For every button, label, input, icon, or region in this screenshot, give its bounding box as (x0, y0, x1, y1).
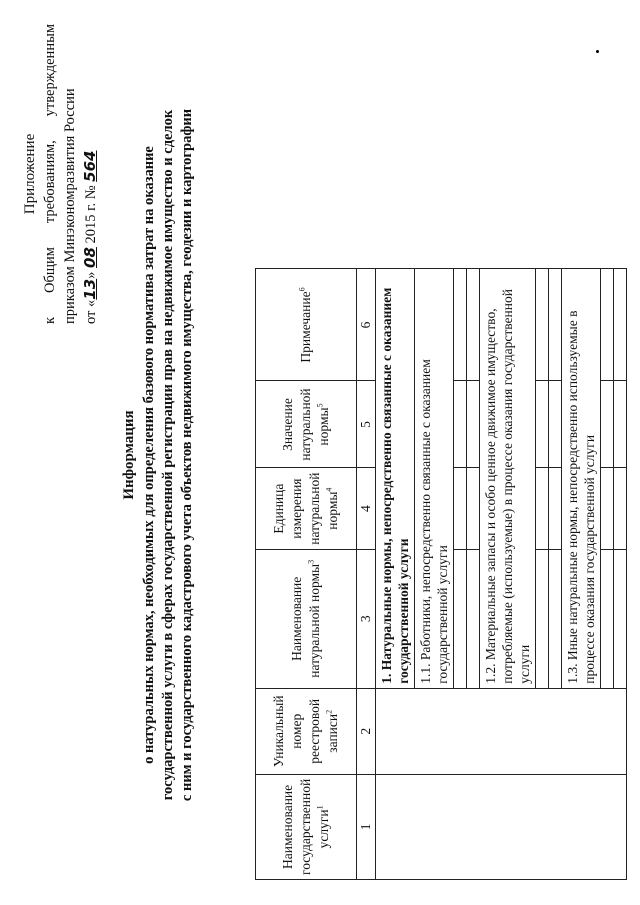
rotated-content (12, 20, 617, 890)
header-norm-unit: Единица измерения натуральной нормы$^4$ (256, 468, 357, 549)
norms-table (255, 268, 627, 880)
document-heading (120, 20, 197, 890)
row-1-2: 1.2. Материальные запасы и особо ценное движимое имущество, потребляемые (используемые) в процессе оказания государственной услуги (480, 269, 536, 688)
header-service-name: Наименование государственной услуги$^1$ (256, 774, 357, 879)
appendix-w3: утвержденным (42, 24, 58, 117)
order-number: 564 (81, 150, 99, 182)
header-norm-value: Значение натуральной нормы$^5$ (256, 381, 357, 468)
appendix-block (20, 24, 101, 324)
appendix-date: от «13» 08 2015 г. № 564 (81, 150, 99, 324)
heading-line-2: государственной услуги в сферах государственной регистрации прав на недвижимое имущество и сделок (160, 109, 176, 801)
appendix-line-1 (40, 24, 60, 324)
table-header-row (256, 269, 357, 880)
heading-title: Информация (121, 410, 137, 500)
header-registry-number: Уникальный номер реестровой записи$^2$ (256, 688, 357, 774)
appendix-title: Приложение (22, 133, 38, 215)
heading-line-1: о натуральных нормах, необходимых для определения базового норматива затрат на оказание (141, 146, 157, 764)
date-month: 08 (81, 247, 99, 268)
row-1-1: 1.1. Работники, непосредственно связанные с оказанием государственной услуги (415, 269, 454, 688)
header-norm-name: Наименование натуральной нормы$^3$ (256, 549, 357, 688)
registry-number-cell (376, 688, 627, 774)
header-note: Примечание$^6$ (256, 269, 357, 381)
table-row (376, 269, 415, 880)
appendix-line-2: приказом Минэкономразвития России (62, 88, 78, 324)
appendix-w1: Общим (42, 247, 58, 294)
heading-line-3: с ним и государственного кадастрового учета объектов недвижимого имущества, геодезии и картографии (179, 108, 195, 802)
section-1: 1. Натуральные нормы, непосредственно связанные с оказанием государственной услуги (376, 269, 415, 688)
column-number-row: 1 2 3 4 5 6 (357, 269, 376, 880)
service-name-cell (376, 774, 627, 879)
appendix-k: к (42, 316, 58, 324)
row-1-3: 1.3. Иные натуральные нормы, непосредственно используемые в процессе оказания государственной услуги (562, 269, 601, 688)
appendix-w2: требованиям, (42, 140, 58, 224)
date-day: 13 (81, 278, 99, 300)
